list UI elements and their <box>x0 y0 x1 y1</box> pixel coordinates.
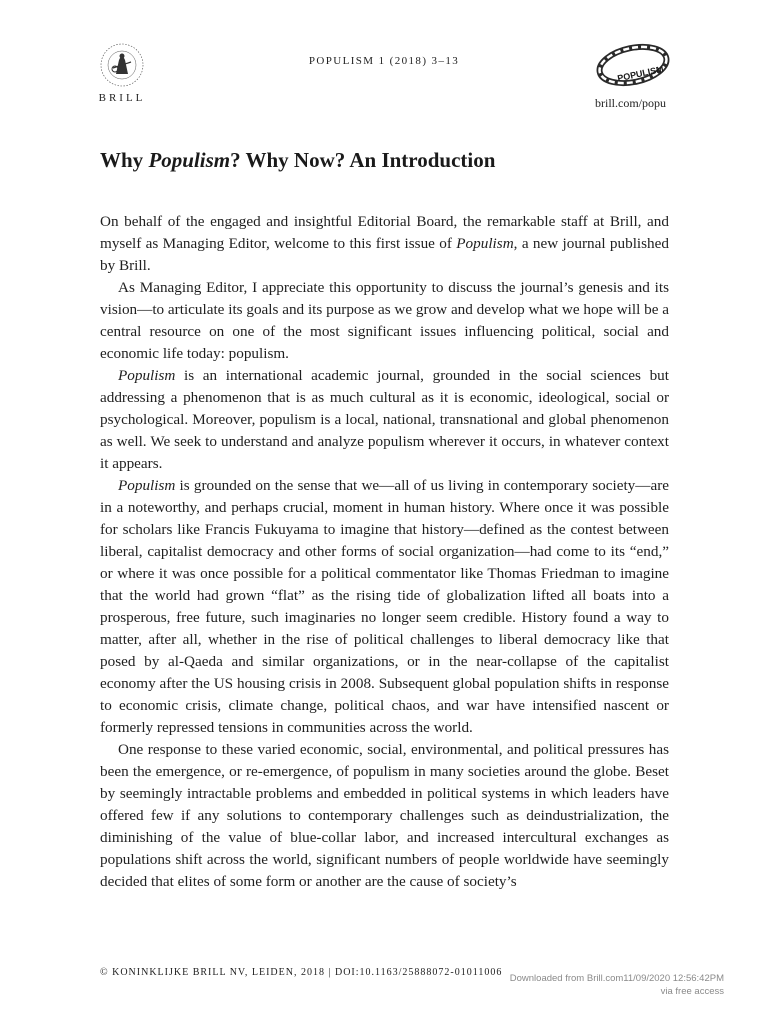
paragraph-4: Populism is grounded on the sense that we—all of us living in contemporary society—are in a noteworthy, and perhaps crucial, moment in human history. Where once it was possible for scholars like Francis Fukuyama to imagine that history—defined as the contest between liberal, capitalist democracy and other forms of social organization—had come to its “end,” or where it was once possible for a political commentator like Thomas Friedman to imagine that the world had grown “flat” as the rising tide of globalization lifted all boats into a prosperous, free future, such imaginaries no longer seem credible. History found a way to matter, after all, whether in the rise of political challenges to liberal democracy like that posed by al-Qaeda and similar organizations, or in the near-collapse of the capitalist economy after the US housing crisis in 2008. Subsequent global population shifts in response to economic crisis, climate change, political chaos, and war have intensified nascent or formerly repressed tensions in communities across the world. <box>100 477 669 736</box>
download-line: Downloaded from Brill.com11/09/2020 12:56:42PM <box>509 973 724 984</box>
copyright-doi-footer: © KONINKLIJKE BRILL NV, LEIDEN, 2018 | DOI:10.1163/25888072-01011006 <box>100 967 503 978</box>
publisher-name: BRILL <box>98 92 146 104</box>
article-title: Why Populism? Why Now? An Introduction <box>100 148 496 172</box>
paragraph-5: One response to these varied economic, social, environmental, and political pressures has been the emergence, or re-emergence, of populism in many societies around the globe. Beset by seemingly intractable problems and embedded in political systems in which leaders have offered few if any solutions to contemporary challenges such as deindustrialization, the diminishing of the value of blue-collar labor, and increased intercultural exchanges as populations shift across the world, significant numbers of people worldwide have seemingly decided that elites of some form or another are the cause of society’s <box>100 741 669 890</box>
running-head: POPULISM 1 (2018) 3–13 <box>308 55 460 67</box>
populism-journal-logo-icon <box>593 40 673 90</box>
paragraph-3: Populism is an international academic journal, grounded in the social sciences but addressing a phenomenon that is as much cultural as it is economic, ideological, social or psychological. Moreover, populism is a local, national, transnational and global phenomenon as well. We seek to understand and analyze populism wherever it occurs, in whatever context it appears. <box>100 367 669 472</box>
brill-logo <box>92 42 152 104</box>
svg-text:POPULISM: POPULISM <box>616 63 665 84</box>
article-body <box>100 211 669 893</box>
access-line: via free access <box>660 986 724 997</box>
paragraph-1: On behalf of the engaged and insightful Editorial Board, the remarkable staff at Brill, and myself as Managing Editor, welcome to this first issue of Populism, a new journal published by Brill. <box>100 213 669 274</box>
paragraph-2: As Managing Editor, I appreciate this opportunity to discuss the journal’s genesis and its vision—to articulate its goals and its purpose as we grow and develop what we hope will be a central resource on one of the most significant issues influencing political, social and economic life today: populism. <box>100 279 669 362</box>
journal-url[interactable]: brill.com/popu <box>595 96 666 110</box>
download-watermark <box>510 972 724 998</box>
